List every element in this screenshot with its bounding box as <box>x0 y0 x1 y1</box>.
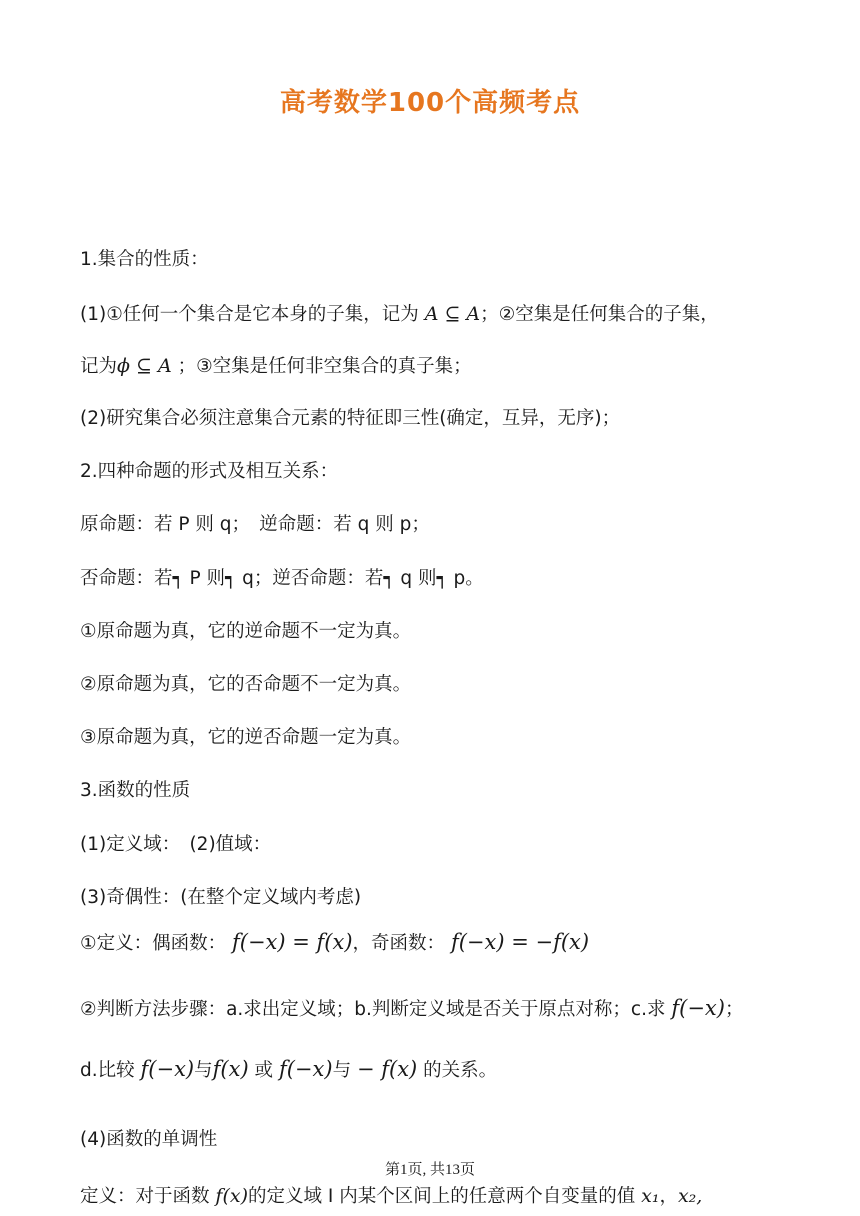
section-1-heading: 1.集合的性质： <box>80 249 209 270</box>
monotonicity-definition-line: 定义：对于函数 f(x)的定义域 I 内某个区间上的任意两个自变量的值 x₁，x₂, <box>80 1185 703 1207</box>
parity-definition-line: ①定义：偶函数： f(−x) = f(x)，奇函数： f(−x) = −f(x) <box>80 930 590 954</box>
parity-line: (3)奇偶性：(在整个定义域内考虑) <box>80 887 362 908</box>
set-property-line-1: (1)①任何一个集合是它本身的子集，记为 A ⊆ A；②空集是任何集合的子集， <box>80 303 719 325</box>
page-footer: 第1页, 共13页 <box>384 1162 475 1178</box>
proposition-fact-2: ②原命题为真，它的否命题不一定为真。 <box>80 674 412 695</box>
parity-compare-line: d.比较 f(−x)与f(x) 或 f(−x)与 − f(x) 的关系。 <box>80 1057 498 1081</box>
formula-odd-function: f(−x) = −f(x) <box>450 930 590 954</box>
proposition-line-1: 原命题：若 P 则 q； 逆命题：若 q 则 p； <box>80 514 430 535</box>
parity-method-line: ②判断方法步骤：a.求出定义域；b.判断定义域是否关于原点对称；c.求 f(−x)； <box>80 996 744 1020</box>
formula-empty-subset-a: ϕ ⊆ A <box>117 355 172 377</box>
formula-even-function: f(−x) = f(x) <box>231 930 353 954</box>
set-property-line-3: (2)研究集合必须注意集合元素的特征即三性(确定，互异，无序)； <box>80 408 621 429</box>
domain-range-line: (1)定义域： (2)值域： <box>80 834 272 855</box>
monotonicity-heading: (4)函数的单调性 <box>80 1129 218 1150</box>
section-2-heading: 2.四种命题的形式及相互关系： <box>80 461 339 482</box>
proposition-line-2: 否命题：若┑ P 则┑ q；逆否命题：若┑ q 则┑ p。 <box>80 568 484 589</box>
proposition-fact-1: ①原命题为真，它的逆命题不一定为真。 <box>80 621 412 642</box>
formula-f-neg-x: f(−x) <box>671 996 725 1020</box>
proposition-fact-3: ③原命题为真，它的逆否命题一定为真。 <box>80 727 412 748</box>
set-property-line-2: 记为ϕ ⊆ A ；③空集是任何非空集合的真子集； <box>80 355 472 377</box>
formula-a-subset-a: A ⊆ A <box>424 303 481 325</box>
page-title: 高考数学100个高频考点 <box>279 88 581 118</box>
section-3-heading: 3.函数的性质 <box>80 780 191 801</box>
